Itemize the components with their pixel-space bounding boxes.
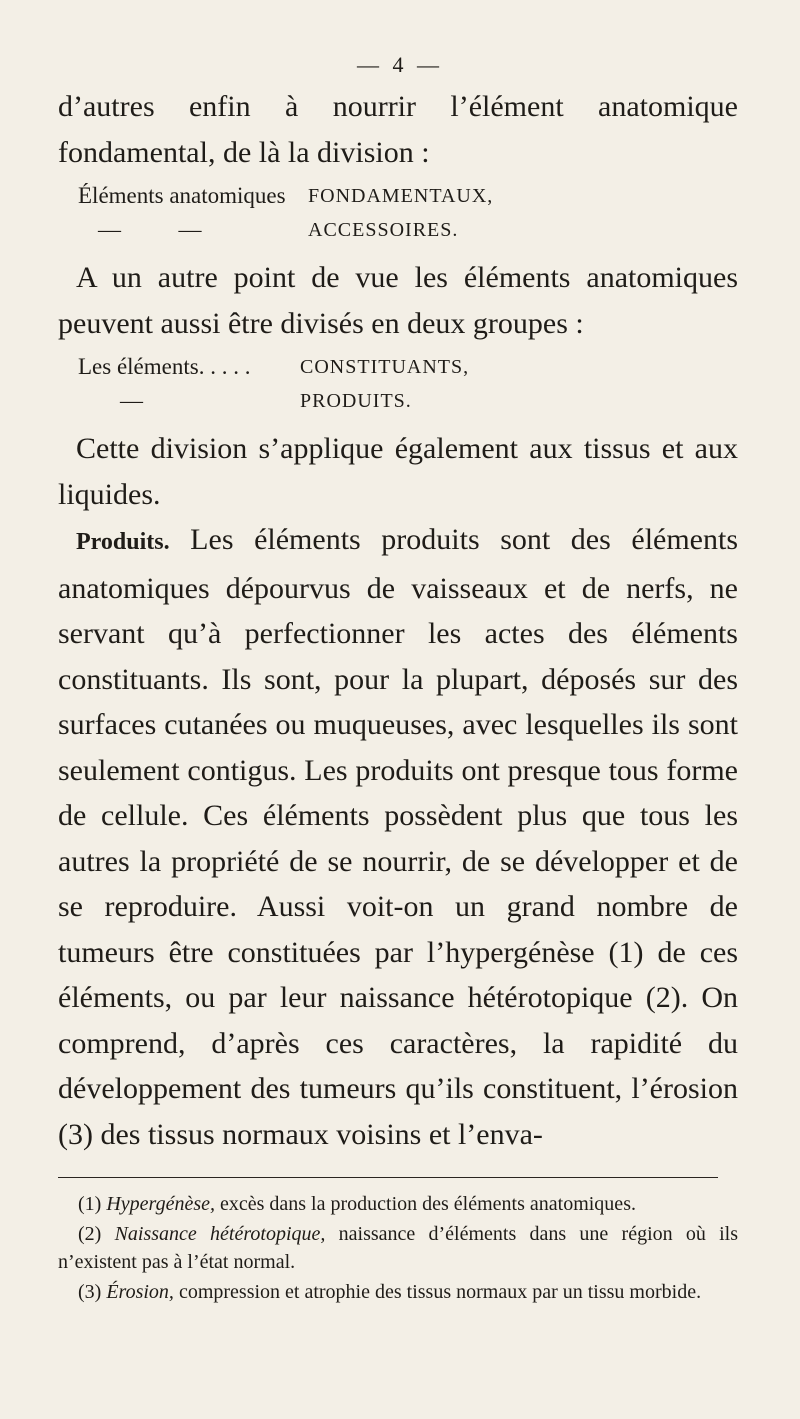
page-number: — 4 — [357, 52, 443, 77]
footnote-number: (2) [78, 1223, 102, 1245]
table-left: — [120, 388, 143, 413]
table-right: PRODUITS. [300, 390, 412, 412]
table-left: Les éléments. . . . . [78, 354, 251, 379]
table-row [78, 350, 738, 384]
footnote [58, 1220, 738, 1276]
footnote-number: (1) [78, 1193, 102, 1215]
footnote-rule [58, 1177, 718, 1178]
footnote-term: Érosion, [106, 1281, 174, 1303]
table-left: Éléments anatomiques [78, 183, 286, 208]
paragraph-2: A un autre point de vue les éléments anatomiques peuvent aussi être divisés en deux groupes : [58, 261, 738, 340]
footnote-text: naissance d’éléments dans une région où ils n’existent pas à l’état normal. [58, 1223, 739, 1273]
footnote-number: (3) [78, 1281, 102, 1303]
paragraph-1: d’autres enfin à nourrir l’élément anatomique fondamental, de là la division : [58, 90, 738, 169]
table-row [78, 384, 738, 418]
classification-table-1 [58, 179, 738, 247]
paragraph-3: Cette division s’applique également aux tissus et aux liquides. [58, 432, 738, 511]
table-right: CONSTITUANTS, [300, 356, 470, 378]
table-right: FONDAMENTAUX, [308, 185, 494, 207]
table-right: ACCESSOIRES. [308, 219, 459, 241]
body-text [58, 84, 738, 1157]
footnote-text: compression et atrophie des tissus normaux par un tissu morbide. [178, 1281, 702, 1303]
paragraph-4-text: Les éléments produits sont des éléments anatomiques dépourvus de vaisseaux et de nerfs, ne servant qu’à perfectionner les actes des éléments constituants. Ils sont, pour la plupart, déposés sur des surfaces cutanées ou muqueuses, avec lesquelles ils sont seulement contigus. Les produits ont presque tous forme de cellule. Ces éléments possèdent plus que tous les autres la propriété de se nourrir, de se développer et de se reproduire. Aussi voit-on un grand nombre de tumeurs être constituées par l’hypergénèse (1) de ces éléments, ou par leur naissance hétérotopique (2). On comprend, d’après ces caractères, la rapidité du développement des tumeurs qu’ils constituent, l’érosion (3) des tissus normaux voisins et l’enva- [58, 523, 739, 1151]
footnotes [58, 1190, 738, 1306]
paragraph-4 [58, 517, 738, 1157]
footnote-text: excès dans la production des éléments anatomiques. [219, 1193, 636, 1215]
run-in-heading: Produits. [76, 529, 170, 555]
table-row [78, 213, 738, 247]
footnote [58, 1278, 738, 1306]
footnote [58, 1190, 738, 1218]
classification-table-2 [58, 350, 738, 418]
footnote-term: Naissance hétérotopique, [114, 1223, 326, 1245]
footnote-term: Hypergénèse, [106, 1193, 215, 1215]
table-row [78, 179, 738, 213]
table-left: — — [98, 217, 202, 242]
